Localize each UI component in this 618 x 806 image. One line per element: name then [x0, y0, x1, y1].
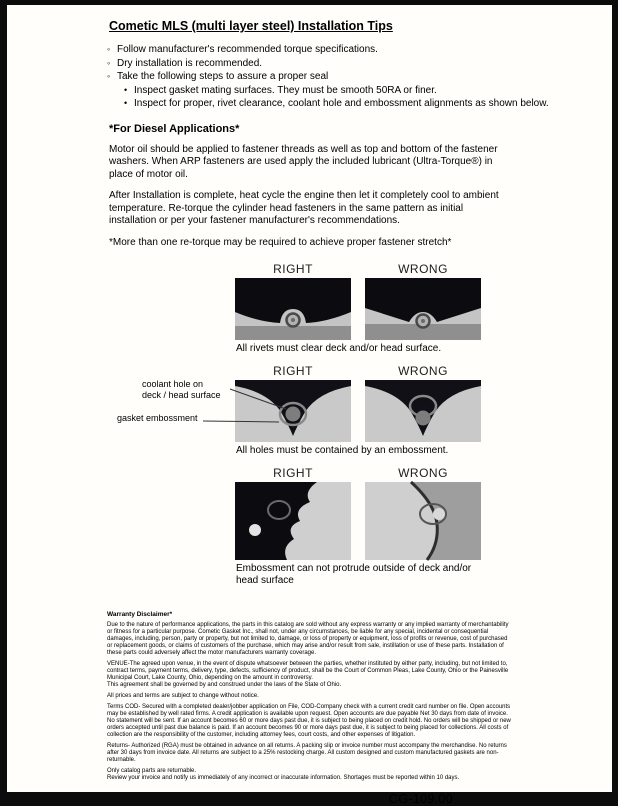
figure-header [235, 466, 485, 480]
retorque-note: *More than one re-torque may be required to achieve proper fastener stretch* [109, 236, 452, 248]
wrong-label: WRONG [398, 466, 448, 480]
figure-panels [235, 482, 485, 560]
figure-panels [117, 379, 485, 442]
rivet-clearance-wrong-image [365, 278, 481, 340]
bullet-icon: ◦ [107, 57, 111, 68]
bullet-icon: ◦ [107, 71, 111, 81]
disclaimer-paragraph: Terms COD- Secured with a completed dealer/jobber application on File, COD-Company check with a current credit card number on file. Open accounts may be established by well rated firms. A credit application is available upon request. Open accounts are due payable Net 30 days from date of invoice. No statement will be sent. If an account becomes 60 or more days past due, it is subject to being placed on credit hold. No orders will be shipped or new orders accepted until past due balance is paid. If an account becomes 90 or more days past due, it is subject to being placed for collections. All costs of collection are the responsibility of the customer, including attorney fees, court costs, and other expenses of litigation. [107, 704, 511, 738]
right-label: RIGHT [273, 364, 313, 378]
annotation-coolant-hole [142, 379, 221, 400]
annotation-gasket-embossment: gasket embossment [117, 413, 198, 423]
disclaimer-paragraph: Due to the nature of performance applications, the parts in this catalog are sold without any express warranty or any implied warranty of merchantability or fitness for a particular purpose. Cometic Gasket Inc., shall not, under any circumstances, be liable for any special, incidental or consequential damages, including, person, party or property, but not limited to, damage, or loss of property or equipment, loss of profits or revenue, cost of purchased or replacement goods, or claims of customers of the purchase, which may arise and/or result from sale, instillation or use of these parts. Installation of these parts could adversely affect the motor manufacturers warranty coverage. [107, 622, 509, 656]
diesel-applications-heading: *For Diesel Applications* [109, 122, 240, 135]
document-number: CG-109.00 [389, 792, 453, 806]
coolant-hole-right-image [235, 380, 351, 442]
figure-row-rivets [235, 262, 485, 355]
figure-caption-holes: All holes must be contained by an embossment. [236, 445, 449, 456]
disclaimer-paragraph: Review your invoice and notify us immediately of any incorrect or inaccurate information. Shortages must be reported within 10 days. [107, 775, 460, 781]
figure-panels [235, 278, 485, 340]
diesel-paragraph-2: After Installation is complete, heat cycle the engine then let it completely cool to ambient temperature. Re-torque the cylinder head fasteners in the same pattern as initial installation or per your fastener manufacturer's recommendations. [109, 190, 499, 226]
disclaimer-paragraph: All prices and terms are subject to change without notice. [107, 693, 259, 699]
tip-sub-item [107, 84, 519, 98]
tip-text: Inspect gasket mating surfaces. They must be smooth 50RA or finer. [134, 84, 437, 96]
wrong-label: WRONG [398, 364, 448, 378]
bullet-icon: ◦ [107, 44, 111, 54]
bullet-icon: • [124, 84, 128, 95]
coolant-hole-wrong-image [365, 380, 481, 442]
warranty-disclaimer [107, 611, 513, 782]
annotation-line: deck / head surface [142, 389, 221, 400]
page-content [107, 19, 549, 806]
right-label: RIGHT [273, 262, 313, 276]
tip-text: Inspect for proper, rivet clearance, coolant hole and embossment alignments as shown below. [134, 98, 549, 109]
figure-row-embossment-protrusion [235, 466, 485, 587]
disclaimer-heading: Warranty Disclaimer* [107, 611, 173, 618]
document-page [7, 5, 612, 806]
page-title: Cometic MLS (multi layer steel) Installation Tips [109, 19, 393, 33]
rivet-clearance-right-image [235, 278, 351, 340]
tip-text: Dry installation is recommended. [117, 57, 263, 69]
tip-item [107, 57, 519, 71]
wrong-label: WRONG [398, 262, 448, 276]
figure-caption-rivets: All rivets must clear deck and/or head surface. [236, 343, 442, 354]
tip-text: Follow manufacturer's recommended torque specifications. [117, 44, 378, 55]
disclaimer-paragraph: Only catalog parts are returnable. [107, 768, 197, 774]
tip-item [107, 70, 519, 84]
figure-row-coolant-holes [117, 364, 485, 457]
embossment-right-image [235, 482, 351, 560]
annotation-line: coolant hole on [142, 379, 204, 389]
tip-sub-item [107, 97, 549, 111]
tip-item [107, 43, 519, 57]
bullet-icon: • [124, 98, 128, 108]
embossment-wrong-image [365, 482, 481, 560]
right-label: RIGHT [273, 466, 313, 480]
disclaimer-paragraph: Returns- Authorized (RGA) must be obtained in advance on all returns. A packing slip or invoice number must accompany the merchandise. No returns after 30 days from invoice date. All returns are subject to a 25% restocking charge. All custom designed and custom manufactured gaskets are non-returnable. [107, 743, 507, 763]
figure-header [235, 364, 485, 378]
figure-caption-embossment: Embossment can not protrude outside of deck and/or head surface [236, 563, 472, 586]
disclaimer-paragraph: VENUE-The agreed upon venue, in the event of dispute whatsoever between the parties, whether instituted by either party, including, but not limited to, contract terms, payment terms, delivery, type, defects, sufficiency of product, shall be the Court of Common Pleas, Lake County, Ohio or the Painesville Municipal Court, Lake County, Ohio, depending on the amount in controversy. [107, 661, 509, 681]
figure-header [235, 262, 485, 276]
tip-text: Take the following steps to assure a proper seal [117, 71, 329, 82]
diesel-paragraph-1: Motor oil should be applied to fastener threads as well as top and bottom of the fastener washers. When ARP fasteners are used apply the included lubricant (Ultra-Torque®) in place of motor oil. [109, 143, 498, 180]
disclaimer-paragraph: This agreement shall be governed by and construed under the laws of the State of Ohio. [107, 682, 342, 688]
tips-list [107, 43, 549, 111]
